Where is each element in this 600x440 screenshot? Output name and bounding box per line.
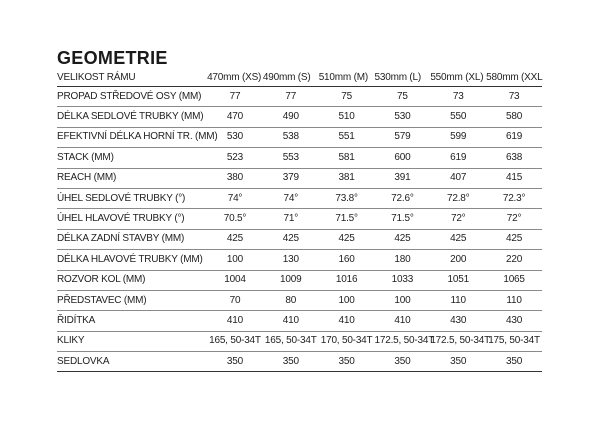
row-label: KLIKY — [57, 331, 207, 351]
table-cell: 71.5° — [319, 209, 375, 229]
table-row — [57, 148, 542, 168]
table-cell: 220 — [486, 250, 542, 270]
table-cell: 579 — [375, 127, 431, 147]
table-cell: 410 — [207, 311, 263, 331]
table-cell: 530 — [207, 127, 263, 147]
table-cell: 100 — [375, 290, 431, 310]
table-cell: 100 — [207, 250, 263, 270]
table-cell: 70 — [207, 290, 263, 310]
row-label: PROPAD STŘEDOVÉ OSY (MM) — [57, 87, 207, 107]
table-row — [57, 127, 542, 147]
table-cell: 415 — [486, 168, 542, 188]
table-row — [57, 188, 542, 208]
row-label: REACH (MM) — [57, 168, 207, 188]
table-cell: 551 — [319, 127, 375, 147]
column-header-l: 530mm (L) — [375, 70, 431, 87]
table-cell: 1065 — [486, 270, 542, 290]
table-cell: 72° — [430, 209, 486, 229]
row-label: ÚHEL SEDLOVÉ TRUBKY (°) — [57, 188, 207, 208]
table-row — [57, 250, 542, 270]
table-cell: 510 — [319, 107, 375, 127]
row-label: STACK (MM) — [57, 148, 207, 168]
table-cell: 100 — [319, 290, 375, 310]
table-cell: 1051 — [430, 270, 486, 290]
table-cell: 379 — [263, 168, 319, 188]
table-cell: 72.6° — [375, 188, 431, 208]
geometry-sheet — [57, 46, 547, 372]
table-cell: 160 — [319, 250, 375, 270]
table-cell: 410 — [375, 311, 431, 331]
geometry-table — [57, 70, 542, 372]
table-cell: 410 — [319, 311, 375, 331]
table-cell: 110 — [430, 290, 486, 310]
table-cell: 72.8° — [430, 188, 486, 208]
table-cell: 619 — [486, 127, 542, 147]
table-cell: 77 — [263, 87, 319, 107]
table-row — [57, 107, 542, 127]
table-cell: 110 — [486, 290, 542, 310]
table-cell: 430 — [430, 311, 486, 331]
table-row — [57, 229, 542, 249]
table-cell: 425 — [430, 229, 486, 249]
table-cell: 530 — [375, 107, 431, 127]
table-cell: 172.5, 50-34T — [375, 331, 431, 351]
column-header-xxl: 580mm (XXL — [486, 70, 542, 87]
table-cell: 425 — [486, 229, 542, 249]
table-row — [57, 352, 542, 372]
column-header-xs: 470mm (XS) — [207, 70, 263, 87]
table-cell: 130 — [263, 250, 319, 270]
page-title: GEOMETRIE — [57, 48, 168, 68]
table-cell: 350 — [375, 352, 431, 372]
table-cell: 71° — [263, 209, 319, 229]
column-header-m: 510mm (M) — [319, 70, 375, 87]
table-cell: 73 — [430, 87, 486, 107]
header-row — [57, 70, 542, 87]
table-cell: 1009 — [263, 270, 319, 290]
table-row — [57, 331, 542, 351]
table-cell: 350 — [319, 352, 375, 372]
table-cell: 74° — [207, 188, 263, 208]
table-cell: 350 — [207, 352, 263, 372]
table-cell: 74° — [263, 188, 319, 208]
table-cell: 1033 — [375, 270, 431, 290]
column-header-xl: 550mm (XL) — [430, 70, 486, 87]
table-body — [57, 87, 542, 372]
table-cell: 350 — [263, 352, 319, 372]
table-cell: 391 — [375, 168, 431, 188]
column-header-size: VELIKOST RÁMU — [57, 70, 207, 87]
table-cell: 72.3° — [486, 188, 542, 208]
table-cell: 425 — [263, 229, 319, 249]
row-label: DÉLKA HLAVOVÉ TRUBKY (MM) — [57, 250, 207, 270]
table-cell: 425 — [319, 229, 375, 249]
table-cell: 175, 50-34T — [486, 331, 542, 351]
table-cell: 200 — [430, 250, 486, 270]
table-cell: 425 — [375, 229, 431, 249]
table-cell: 553 — [263, 148, 319, 168]
table-cell: 72° — [486, 209, 542, 229]
row-label: SEDLOVKA — [57, 352, 207, 372]
table-row — [57, 270, 542, 290]
table-cell: 80 — [263, 290, 319, 310]
table-cell: 550 — [430, 107, 486, 127]
table-cell: 75 — [375, 87, 431, 107]
table-cell: 538 — [263, 127, 319, 147]
table-cell: 75 — [319, 87, 375, 107]
row-label: ŘIDÍTKA — [57, 311, 207, 331]
table-cell: 638 — [486, 148, 542, 168]
row-label: DÉLKA SEDLOVÉ TRUBKY (MM) — [57, 107, 207, 127]
table-cell: 581 — [319, 148, 375, 168]
table-cell: 77 — [207, 87, 263, 107]
row-label: DÉLKA ZADNÍ STAVBY (MM) — [57, 229, 207, 249]
table-cell: 1004 — [207, 270, 263, 290]
table-cell: 165, 50-34T — [263, 331, 319, 351]
table-cell: 580 — [486, 107, 542, 127]
table-cell: 170, 50-34T — [319, 331, 375, 351]
table-row — [57, 209, 542, 229]
row-label: PŘEDSTAVEC (MM) — [57, 290, 207, 310]
row-label: EFEKTIVNÍ DÉLKA HORNÍ TR. (MM) — [57, 127, 207, 147]
table-cell: 430 — [486, 311, 542, 331]
row-label: ROZVOR KOL (MM) — [57, 270, 207, 290]
table-cell: 470 — [207, 107, 263, 127]
table-row — [57, 290, 542, 310]
table-row — [57, 168, 542, 188]
table-row — [57, 87, 542, 107]
table-cell: 407 — [430, 168, 486, 188]
table-cell: 350 — [486, 352, 542, 372]
table-cell: 70.5° — [207, 209, 263, 229]
table-cell: 165, 50-34T — [207, 331, 263, 351]
table-cell: 71.5° — [375, 209, 431, 229]
table-cell: 73.8° — [319, 188, 375, 208]
table-cell: 490 — [263, 107, 319, 127]
table-cell: 172.5, 50-34T — [430, 331, 486, 351]
table-cell: 1016 — [319, 270, 375, 290]
table-cell: 410 — [263, 311, 319, 331]
row-label: ÚHEL HLAVOVÉ TRUBKY (°) — [57, 209, 207, 229]
table-cell: 619 — [430, 148, 486, 168]
table-row — [57, 311, 542, 331]
table-cell: 523 — [207, 148, 263, 168]
table-cell: 73 — [486, 87, 542, 107]
table-cell: 381 — [319, 168, 375, 188]
table-cell: 600 — [375, 148, 431, 168]
table-cell: 599 — [430, 127, 486, 147]
table-cell: 425 — [207, 229, 263, 249]
table-cell: 350 — [430, 352, 486, 372]
table-cell: 180 — [375, 250, 431, 270]
table-cell: 380 — [207, 168, 263, 188]
column-header-s: 490mm (S) — [263, 70, 319, 87]
